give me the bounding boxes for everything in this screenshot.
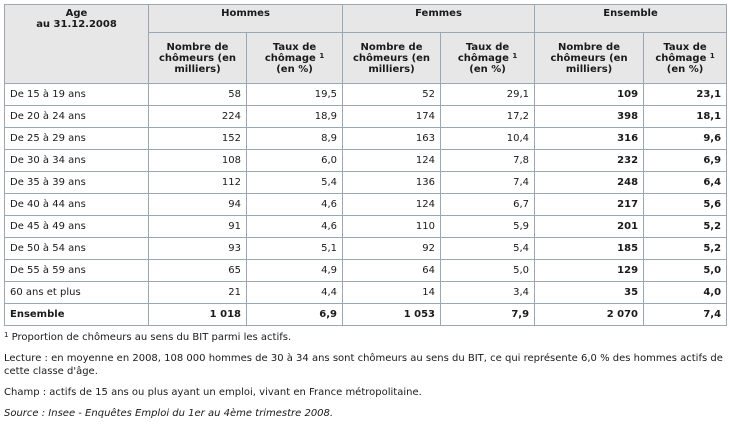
table-notes [4,331,726,420]
cell-e-n: 109 [535,84,644,106]
row-label: De 55 à 59 ans [5,260,149,282]
cell-f-t: 29,1 [441,84,535,106]
footnote-text: Proportion de chômeurs au sens du BIT parmi les actifs. [8,332,292,343]
cell-f-t: 5,0 [441,260,535,282]
cell-e-t: 5,6 [644,194,727,216]
cell-f-t: 7,4 [441,172,535,194]
row-label: De 35 à 39 ans [5,172,149,194]
table-row [5,172,727,194]
cell-h-n: 65 [149,260,247,282]
cell-h-t: 5,4 [247,172,343,194]
cell-f-n: 92 [343,238,441,260]
table-row [5,282,727,304]
cell-e-t: 5,0 [644,260,727,282]
row-label: Ensemble [5,304,149,326]
table-body [5,84,727,326]
header-row-groups [5,5,727,33]
col-header-count: Nombre de chômeurs (en milliers) [149,33,247,84]
footnote-mark: 1 [4,331,9,339]
footnote [4,331,726,344]
row-label: De 45 à 49 ans [5,216,149,238]
cell-h-t: 4,6 [247,216,343,238]
cell-e-t: 18,1 [644,106,727,128]
cell-e-t: 6,9 [644,150,727,172]
table-row [5,238,727,260]
cell-e-n: 398 [535,106,644,128]
table-row [5,128,727,150]
cell-f-n: 124 [343,194,441,216]
cell-f-n: 174 [343,106,441,128]
row-label: De 50 à 54 ans [5,238,149,260]
cell-e-t: 4,0 [644,282,727,304]
cell-e-t: 6,4 [644,172,727,194]
col-header-rate [441,33,535,84]
unemployment-table [4,4,727,326]
col-header-rate [247,33,343,84]
row-label: De 30 à 34 ans [5,150,149,172]
group-header-hommes: Hommes [149,5,343,33]
cell-e-n: 217 [535,194,644,216]
cell-h-n: 93 [149,238,247,260]
row-label: De 20 à 24 ans [5,106,149,128]
cell-h-t: 18,9 [247,106,343,128]
cell-f-n: 163 [343,128,441,150]
col-header-rate-footnote: 1 [319,51,325,60]
lecture-note: Lecture : en moyenne en 2008, 108 000 hommes de 30 à 34 ans sont chômeurs au sens du BIT, ce qui représente 6,0 % des hommes actifs de cette classe d'âge. [4,353,723,377]
cell-f-t: 10,4 [441,128,535,150]
col-header-rate-unit: (en %) [469,63,506,75]
col-header-rate-footnote: 1 [512,51,518,60]
cell-f-n: 14 [343,282,441,304]
cell-e-n: 185 [535,238,644,260]
age-header-line2: au 31.12.2008 [36,19,117,30]
cell-h-t: 19,5 [247,84,343,106]
cell-h-t: 4,9 [247,260,343,282]
table-row [5,150,727,172]
cell-h-t: 6,0 [247,150,343,172]
cell-h-n: 94 [149,194,247,216]
cell-f-t: 17,2 [441,106,535,128]
col-header-rate-unit: (en %) [276,63,313,75]
row-label: De 25 à 29 ans [5,128,149,150]
col-header-rate-footnote: 1 [709,51,715,60]
cell-f-t: 5,4 [441,238,535,260]
cell-f-t: 5,9 [441,216,535,238]
cell-e-t: 5,2 [644,216,727,238]
total-row [5,304,727,326]
col-header-rate [644,33,727,84]
table-row [5,84,727,106]
row-label: De 15 à 19 ans [5,84,149,106]
cell-h-n: 152 [149,128,247,150]
cell-e-t: 7,4 [644,304,727,326]
cell-h-t: 6,9 [247,304,343,326]
cell-h-n: 58 [149,84,247,106]
champ-note: Champ : actifs de 15 ans ou plus ayant un emploi, vivant en France métropolitaine. [4,387,422,398]
cell-f-n: 1 053 [343,304,441,326]
cell-h-n: 91 [149,216,247,238]
cell-e-n: 35 [535,282,644,304]
cell-e-n: 316 [535,128,644,150]
cell-f-n: 124 [343,150,441,172]
cell-e-n: 2 070 [535,304,644,326]
col-header-count: Nombre de chômeurs (en milliers) [535,33,644,84]
cell-f-n: 110 [343,216,441,238]
age-header [5,5,149,84]
cell-h-t: 5,1 [247,238,343,260]
col-header-rate-unit: (en %) [666,63,704,75]
age-header-line1: Age [65,8,88,19]
cell-e-t: 9,6 [644,128,727,150]
col-header-rate-label: Taux de chômage [655,41,707,64]
cell-h-n: 224 [149,106,247,128]
cell-h-t: 8,9 [247,128,343,150]
table-row [5,106,727,128]
cell-h-t: 4,4 [247,282,343,304]
cell-f-t: 6,7 [441,194,535,216]
cell-f-t: 7,9 [441,304,535,326]
cell-f-n: 52 [343,84,441,106]
cell-f-n: 136 [343,172,441,194]
cell-h-n: 112 [149,172,247,194]
col-header-rate-label: Taux de chômage [264,41,317,64]
cell-e-n: 129 [535,260,644,282]
cell-e-n: 232 [535,150,644,172]
content-area [4,4,726,420]
cell-e-n: 201 [535,216,644,238]
cell-e-t: 5,2 [644,238,727,260]
col-header-count: Nombre de chômeurs (en milliers) [343,33,441,84]
cell-f-t: 3,4 [441,282,535,304]
table-row [5,216,727,238]
row-label: De 40 à 44 ans [5,194,149,216]
cell-h-n: 108 [149,150,247,172]
col-header-rate-label: Taux de chômage [457,41,510,64]
cell-e-t: 23,1 [644,84,727,106]
cell-h-t: 4,6 [247,194,343,216]
row-label: 60 ans et plus [5,282,149,304]
cell-h-n: 21 [149,282,247,304]
group-header-ensemble: Ensemble [535,5,727,33]
table-row [5,194,727,216]
cell-e-n: 248 [535,172,644,194]
group-header-femmes: Femmes [343,5,535,33]
cell-f-n: 64 [343,260,441,282]
table-row [5,260,727,282]
cell-h-n: 1 018 [149,304,247,326]
cell-f-t: 7,8 [441,150,535,172]
source-note: Source : Insee - Enquêtes Emploi du 1er au 4ème trimestre 2008. [4,408,334,419]
